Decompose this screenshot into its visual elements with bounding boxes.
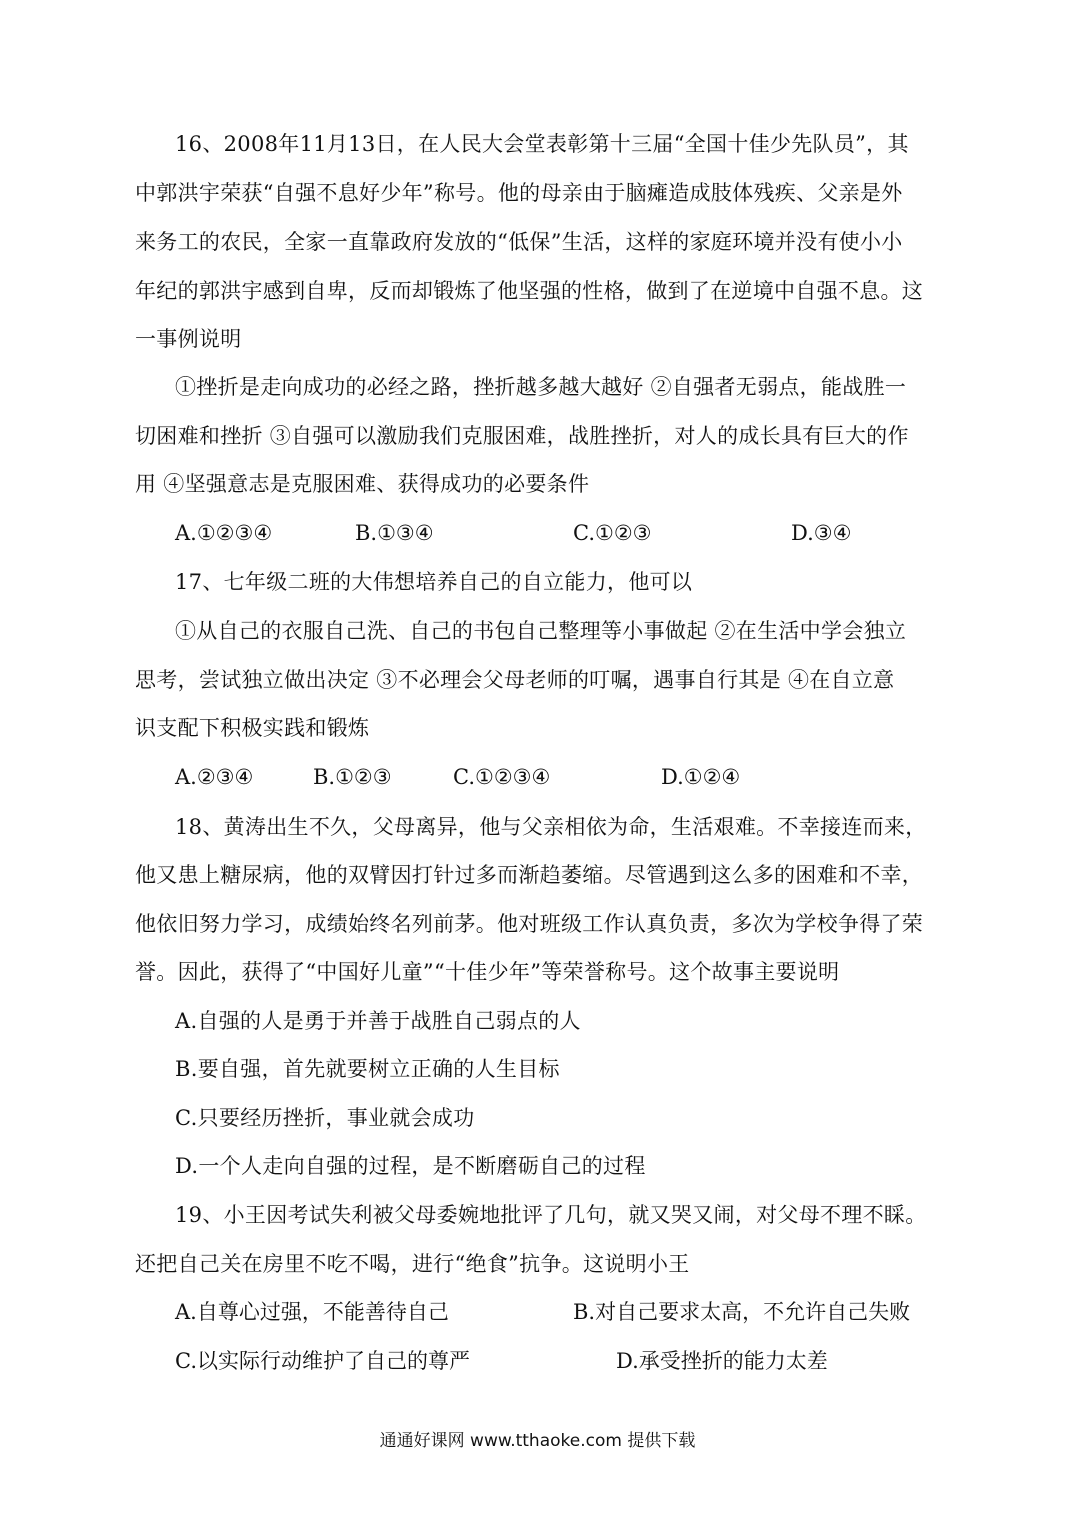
question-stem-line: 誉。因此，获得了“中国好儿童”“十佳少年”等荣誉称号。这个故事主要说明: [135, 960, 840, 984]
statement-line: 用 ④坚强意志是克服困难、获得成功的必要条件: [135, 472, 590, 496]
option-d: D.③④: [791, 521, 852, 545]
answer-options: [175, 521, 945, 545]
question-stem-line: 年纪的郭洪宇感到自卑，反而却锻炼了他坚强的性格，做到了在逆境中自强不息。这: [135, 279, 924, 303]
option-a: A.②③④: [175, 765, 254, 789]
answer-options-row-1: [175, 1300, 945, 1324]
statement-line: ①从自己的衣服自己洗、自己的书包自己整理等小事做起 ②在生活中学会独立: [175, 619, 907, 643]
question-stem-line: 17、七年级二班的大伟想培养自己的自立能力，他可以: [175, 570, 693, 594]
statement-line: 切困难和挫折 ③自强可以激励我们克服困难，战胜挫折，对人的成长具有巨大的作: [135, 424, 909, 448]
option-b: B.①③④: [355, 521, 434, 545]
question-stem-line: 中郭洪宇荣获“自强不息好少年”称号。他的母亲由于脑瘫造成肢体残疾、父亲是外: [135, 181, 903, 205]
statement-line: 思考，尝试独立做出决定 ③不必理会父母老师的叮嘱，遇事自行其是 ④在自立意: [135, 668, 895, 692]
question-stem-line: 他依旧努力学习，成绩始终名列前茅。他对班级工作认真负责，多次为学校争得了荣: [135, 912, 924, 936]
option-a: A.①②③④: [175, 521, 273, 545]
option-b: B.要自强，首先就要树立正确的人生目标: [175, 1057, 560, 1081]
question-stem-line: 他又患上糖尿病，他的双臂因打针过多而渐趋萎缩。尽管遇到这么多的困难和不幸，: [135, 863, 924, 887]
question-stem-line: 一事例说明: [135, 327, 242, 351]
option-a: A.自尊心过强，不能善待自己: [175, 1300, 449, 1324]
question-stem-line: 16、2008年11月13日，在人民大会堂表彰第十三届“全国十佳少先队员”，其: [175, 132, 909, 156]
option-c: C.①②③④: [453, 765, 551, 789]
option-c: C.①②③: [573, 521, 652, 545]
option-c: C.只要经历挫折，事业就会成功: [175, 1106, 475, 1130]
statement-line: ①挫折是走向成功的必经之路，挫折越多越大越好 ②自强者无弱点，能战胜一: [175, 375, 907, 399]
page-footer: 通通好课网 www.tthaoke.com 提供下载: [379, 1431, 696, 1451]
option-c: C.以实际行动维护了自己的尊严: [175, 1349, 470, 1373]
option-d: D.一个人走向自强的过程，是不断磨砺自己的过程: [175, 1154, 646, 1178]
question-stem-line: 18、黄涛出生不久，父母离异，他与父亲相依为命，生活艰难。不幸接连而来，: [175, 815, 927, 839]
answer-options-row-2: [175, 1349, 945, 1373]
option-d: D.承受挫折的能力太差: [616, 1349, 828, 1373]
question-stem-line: 19、小王因考试失利被父母委婉地批评了几句，就又哭又闹，对父母不理不睬。: [175, 1203, 927, 1227]
question-stem-line: 来务工的农民，全家一直靠政府发放的“低保”生活，这样的家庭环境并没有使小小: [135, 230, 903, 254]
answer-options: [175, 765, 945, 789]
option-b: B.①②③: [313, 765, 392, 789]
option-d: D.①②④: [661, 765, 741, 789]
question-stem-line: 还把自己关在房里不吃不喝，进行“绝食”抗争。这说明小王: [135, 1252, 690, 1276]
option-b: B.对自己要求太高，不允许自己失败: [573, 1300, 911, 1324]
option-a: A.自强的人是勇于并善于战胜自己弱点的人: [175, 1009, 581, 1033]
statement-line: 识支配下积极实践和锻炼: [135, 716, 370, 740]
